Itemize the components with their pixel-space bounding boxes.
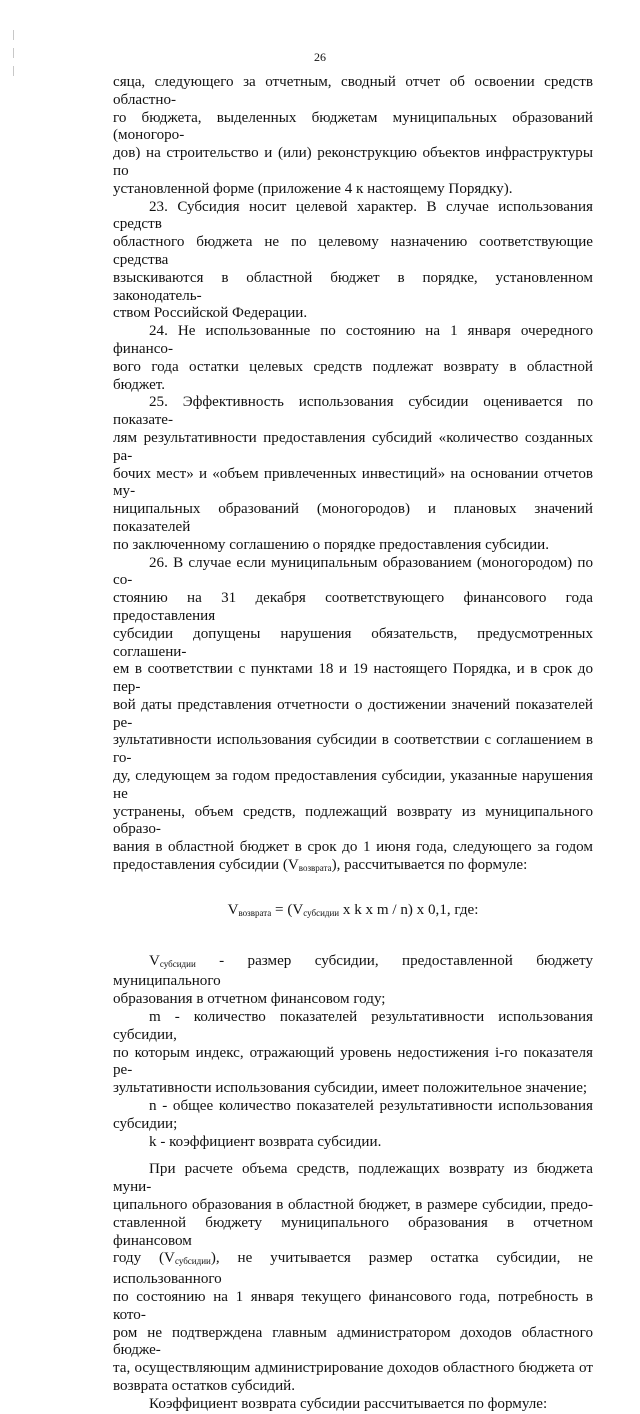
text-line: по состоянию на 1 января текущего финансового года, потребность в кото-	[113, 1289, 593, 1323]
paragraph-23: 23. Субсидия носит целевой характер. В случае использования средств	[113, 198, 593, 233]
subscript: субсидии	[159, 958, 196, 969]
text-line: установленной форме (приложение 4 к настоящему Порядку).	[113, 180, 513, 197]
text-line: лям результативности предоставления субсидий «количество созданных ра-	[113, 429, 593, 464]
text-line: ду, следующем за годом предоставления субсидии, указанные нарушения не	[113, 768, 593, 802]
definition-k: k - коэффициент возврата субсидии.	[149, 1133, 382, 1150]
text-line: субсидии;	[113, 1115, 178, 1132]
page-edge-mark	[13, 66, 14, 76]
text-line: образования в отчетном финансовом году;	[113, 991, 386, 1008]
text-line: субсидии допущены нарушения обязательств, предусмотренных соглашени-	[113, 625, 593, 660]
subscript: субсидии	[174, 1256, 211, 1267]
page-edge-mark	[13, 30, 14, 40]
text-line: ципального образования в областной бюджет, в размере субсидии, предо-	[113, 1197, 593, 1214]
definition-n: n - общее количество показателей результативности использования	[149, 1098, 593, 1115]
page-number: 26	[314, 50, 326, 64]
text-line: зультативности использования субсидии в соответствии с соглашением в го-	[113, 732, 593, 767]
paragraph-25: 25. Эффективность использования субсидии оценивается по показате-	[113, 394, 593, 429]
text-line: ром не подтверждена главным администратором доходов областного бюдже-	[113, 1324, 593, 1359]
text-line: предоставления субсидии $(V_{возврата})$, рассчитывается по формуле:	[113, 857, 528, 874]
definition-v-subsidy: $V_{субсидии}$ - размер субсидии, предоставленной бюджету муниципального	[113, 952, 593, 990]
definition-m: m - количество показателей результативности использования субсидии,	[113, 1009, 593, 1043]
text-line: дов) на строительство и (или) реконструкцию объектов инфраструктуры по	[113, 145, 593, 179]
text-line: ниципальных образований (моногородов) и плановых значений показателей	[113, 501, 593, 535]
paragraph-24: 24. Не использованные по состоянию на 1 января очередного финансо-	[113, 323, 593, 357]
text-line: году $(V_{субсидии})$, не учитывается размер остатка субсидии, не использованного	[113, 1250, 593, 1288]
text-line: бочих мест» и «объем привлеченных инвестиций» на основании отчетов му-	[113, 465, 593, 500]
paragraph-calculation: При расчете объема средств, подлежащих возврату из бюджета муни-	[113, 1161, 593, 1196]
subscript: субсидии	[303, 907, 340, 918]
text-line: возврата остатков субсидий.	[113, 1377, 296, 1394]
text-line: ем в соответствии с пунктами 18 и 19 настоящего Порядка, и в срок до пер-	[113, 661, 593, 696]
text-line: та, осуществляющим администрирование доходов областного бюджета от	[113, 1360, 593, 1377]
paragraph-coefficient: Коэффициент возврата субсидии рассчитывается по формуле:	[149, 1395, 548, 1412]
text-line: сяца, следующего за отчетным, сводный отчет об освоении средств областно-	[113, 74, 593, 108]
text-line: взыскиваются в областной бюджет в порядке, установленном законодатель-	[113, 269, 593, 304]
text-line: устранены, объем средств, подлежащий возврату из муниципального образо-	[113, 803, 593, 838]
text-line: по которым индекс, отражающий уровень недостижения i-го показателя ре-	[113, 1044, 593, 1079]
formula-return-amount: $V_{возврата} = (V_{субсидии}$ x k x m / n) x 0,1, где:	[227, 901, 479, 918]
subscript: возврата	[238, 907, 272, 918]
text-line: ством Российской Федерации.	[113, 305, 308, 322]
document-body	[113, 74, 593, 1414]
paragraph-26: 26. В случае если муниципальным образованием (моногородом) по со-	[113, 554, 593, 589]
text-line: ставленной бюджету муниципального образования в отчетном финансовом	[113, 1214, 593, 1249]
text-line: вания в областной бюджет в срок до 1 июня года, следующего за годом	[113, 839, 593, 856]
text-line: вого года остатки целевых средств подлежат возврату в областной бюджет.	[113, 358, 593, 393]
text-line: областного бюджета не по целевому назначению соответствующие средства	[113, 234, 593, 268]
text-line: вой даты представления отчетности о достижении значений показателей ре-	[113, 696, 593, 731]
text-line: го бюджета, выделенных бюджетам муниципальных образований (моногоро-	[113, 109, 593, 144]
text-line: зультативности использования субсидии, имеет положительное значение;	[113, 1080, 588, 1097]
text-line: по заключенному соглашению о порядке предоставления субсидии.	[113, 536, 550, 553]
text-line: стоянию на 31 декабря соответствующего финансового года предоставления	[113, 590, 593, 624]
subscript: возврата	[298, 863, 332, 874]
